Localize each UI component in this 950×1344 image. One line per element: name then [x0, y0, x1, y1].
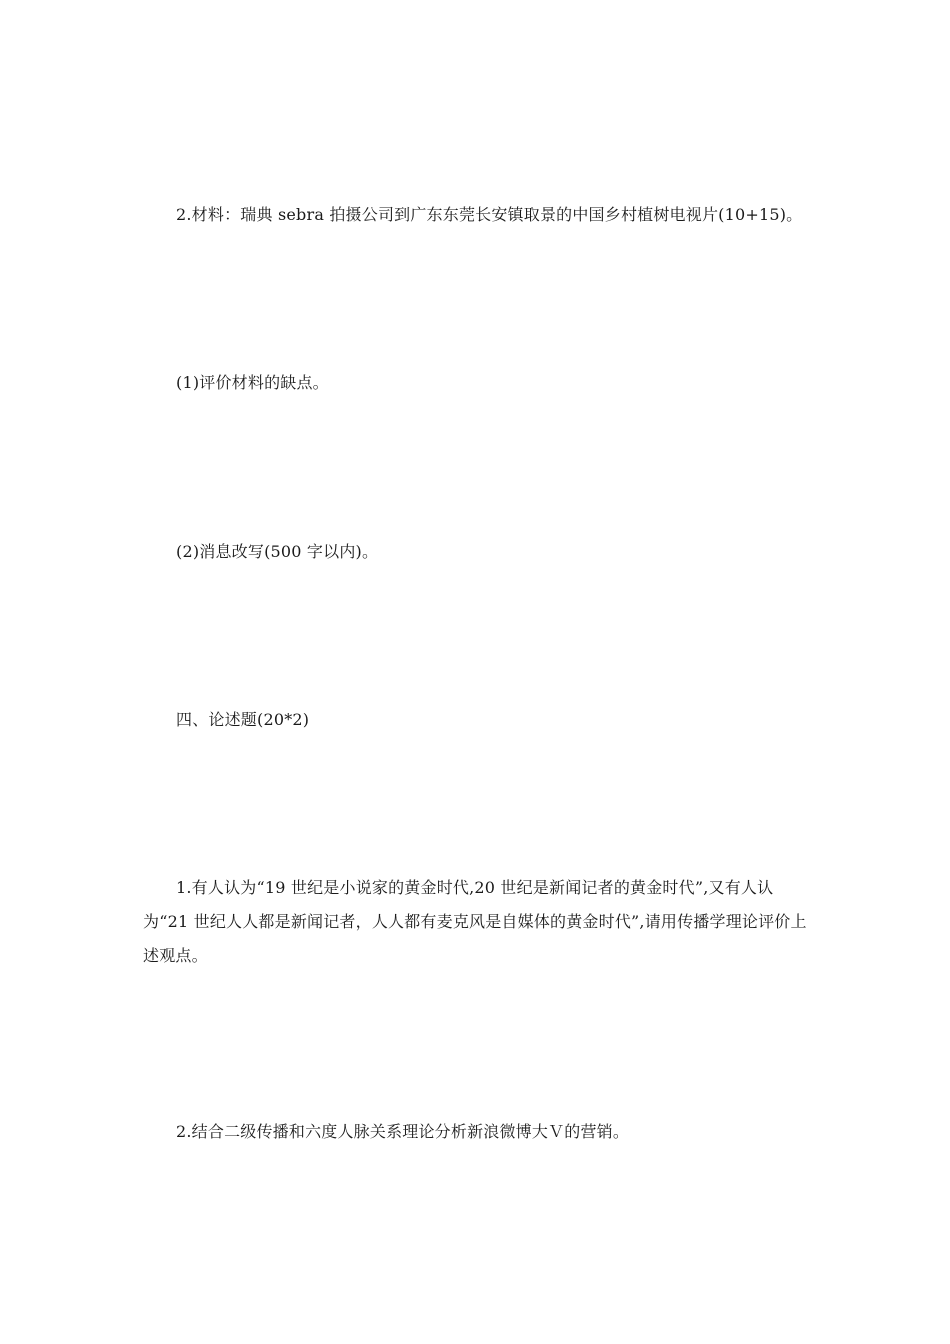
question-2-material: 2.材料：瑞典 sebra 拍摄公司到广东东莞长安镇取景的中国乡村植树电视片(10+15)。	[176, 205, 803, 224]
sub-question-1: (1)评价材料的缺点。	[176, 373, 329, 392]
essay-question-2: 2.结合二级传播和六度人脉关系理论分析新浪微博大Ｖ的营销。	[176, 1122, 630, 1141]
essay-question-1: 1.有人认为“19 世纪是小说家的黄金时代,20 世纪是新闻记者的黄金时代”,又有人认为“21 世纪人人都是新闻记者，人人都有麦克风是自媒体的黄金时代”,请用传播学理论评价上述观点。	[143, 878, 807, 965]
sub-question-2: (2)消息改写(500 字以内)。	[176, 542, 379, 561]
section-heading-essay: 四、论述题(20*2)	[176, 710, 310, 729]
